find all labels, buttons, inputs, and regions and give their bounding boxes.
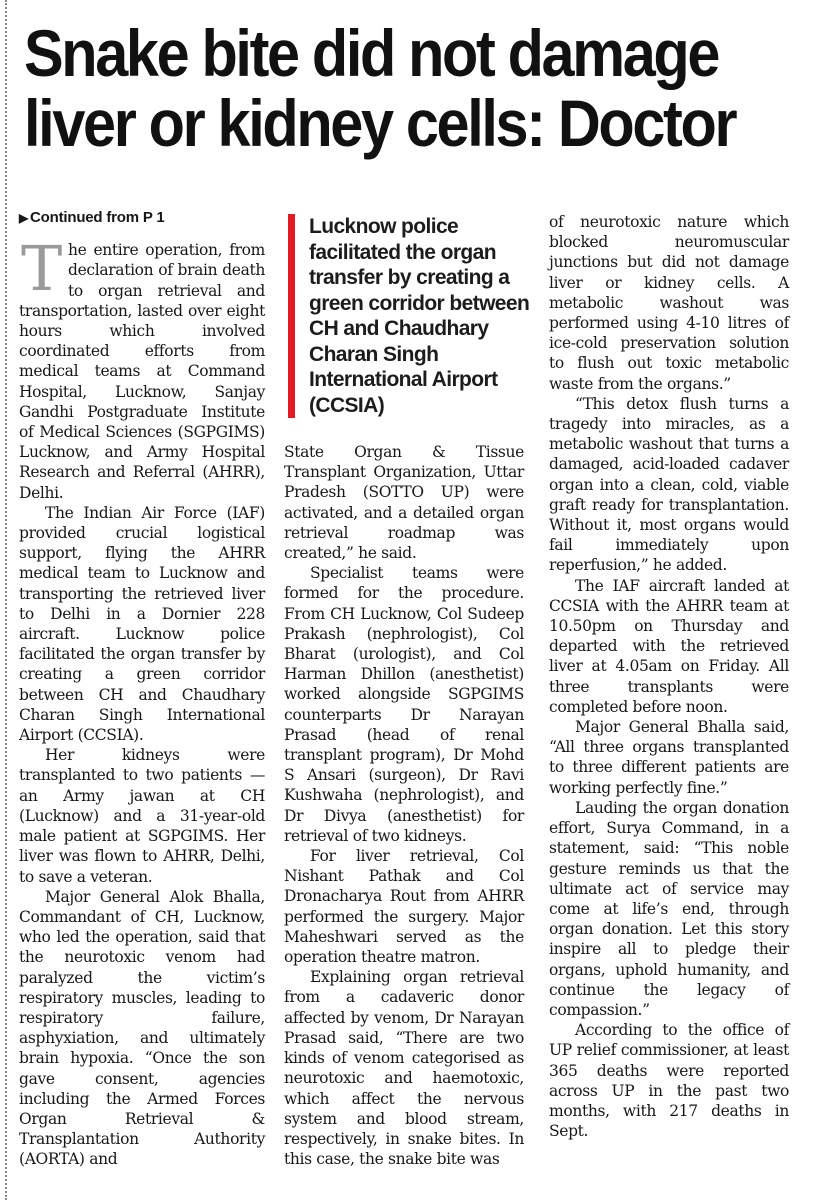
continued-text: Continued from P 1 — [30, 209, 165, 226]
paragraph: Explaining organ retrieval from a cadaveric donor affected by venom, Dr Narayan Prasad said, “There are two kinds of venom categorised as neurotoxic and haemotoxic, which affect the nervous system and blood stream, respectively, in snake bites. In this case, the snake bite was — [284, 968, 524, 1169]
drop-cap: T — [21, 232, 63, 306]
play-arrow-icon: ▶ — [19, 211, 29, 225]
paragraph-text: he entire operation, from declaration of brain death to organ retrieval and transportation, lasted over eight hours which involved coordinated efforts from medical teams at Command Hospital, Lucknow, Sanjay Gandhi Postgraduate Institute of Medical Sciences (SGPGIMS) Lucknow, and Army Hospital Research and Referral (AHRR), Delhi. — [19, 241, 265, 502]
paragraph: The IAF aircraft landed at CCSIA with the AHRR team at 10.50pm on Thursday and departed with the retrieved liver at 4.05am on Friday. All three transplants were completed before noon. — [549, 576, 789, 716]
paragraph: According to the office of UP relief commissioner, at least 365 deaths were reported across UP in the past two months, with 217 deaths in Sept. — [549, 1021, 789, 1141]
paragraph: Specialist teams were formed for the procedure. From CH Lucknow, Col Sudeep Prakash (nephrologist), Col Bharat (urologist), and Col Harman Dhillon (anesthetist) worked alongside SGPGIMS counterparts Dr Narayan Prasad (head of renal transplant program), Dr Mohd S Ansari (surgeon), Dr Ravi Kushwaha (nephrologist), and Dr Divya (anesthetist) for retrieval of two kidneys. — [284, 564, 524, 845]
continued-from-label — [19, 208, 265, 228]
paragraph: of neurotoxic nature which blocked neuromuscular junctions but did not damage liver or kidney cells. A metabolic washout was performed using 4-10 litres of ice-cold preservation solution to flush out toxic metabolic waste from the organs.” — [549, 213, 789, 393]
paragraph: For liver retrieval, Col Nishant Pathak and Col Dronacharya Rout from AHRR performed the surgery. Major Maheshwari served as the operation theatre matron. — [284, 847, 524, 967]
paragraph: State Organ & Tissue Transplant Organization, Uttar Pradesh (SOTTO UP) were activated, and a detailed organ retrieval roadmap was created,” he said. — [284, 443, 524, 563]
pull-quote: Lucknow police facilitated the organ transfer by creating a green corridor between CH and Chaudhary Charan Singh International Airport (CCSIA) — [288, 214, 543, 418]
paragraph — [19, 232, 265, 503]
headline-line-2: liver or kidney cells: Doctor — [24, 86, 736, 160]
paragraph: Lauding the organ donation effort, Surya Command, in a statement, said: “This noble gesture reminds us that the ultimate act of service may come at life’s end, through organ donation. Let this story inspire all to pledge their organs, uphold humanity, and continue the legacy of compassion.” — [549, 798, 789, 1019]
paragraph: Major General Bhalla said, “All three organs transplanted to three different patients are working perfectly fine.” — [549, 718, 789, 797]
headline-line-1: Snake bite did not damage — [24, 16, 719, 90]
article-column-2 — [284, 442, 524, 1169]
paragraph: “This detox flush turns a tragedy into miracles, as a metabolic washout that turns a damaged, acid-loaded cadaver organ into a clean, cold, viable graft ready for transplantation. Without it, most organs would fail immediately upon reperfusion,” he added. — [549, 394, 789, 575]
headline — [24, 16, 736, 160]
paragraph: Her kidneys were transplanted to two patients — an Army jawan at CH (Lucknow) and a 31-year-old male patient at SGPGIMS. Her liver was flown to AHRR, Delhi, to save a veteran. — [19, 746, 265, 886]
article-column-3 — [549, 212, 789, 1141]
paragraph: The Indian Air Force (IAF) provided crucial logistical support, flying the AHRR medical team to Lucknow and transporting the retrieved liver to Delhi in a Dornier 228 aircraft. Lucknow police facilitated the organ transfer by creating a green corridor between CH and Chaudhary Charan Singh International Airport (CCSIA). — [19, 503, 265, 745]
article-column-1 — [19, 208, 265, 1170]
column-separator-dots — [5, 0, 7, 1200]
paragraph: Major General Alok Bhalla, Commandant of CH, Lucknow, who led the operation, said that the neurotoxic venom had paralyzed the victim’s respiratory muscles, leading to respiratory failure, asphyxiation, and ultimately brain hypoxia. “Once the son gave consent, agencies including the Armed Forces Organ Retrieval & Transplantation Authority (AORTA) and — [19, 887, 265, 1169]
